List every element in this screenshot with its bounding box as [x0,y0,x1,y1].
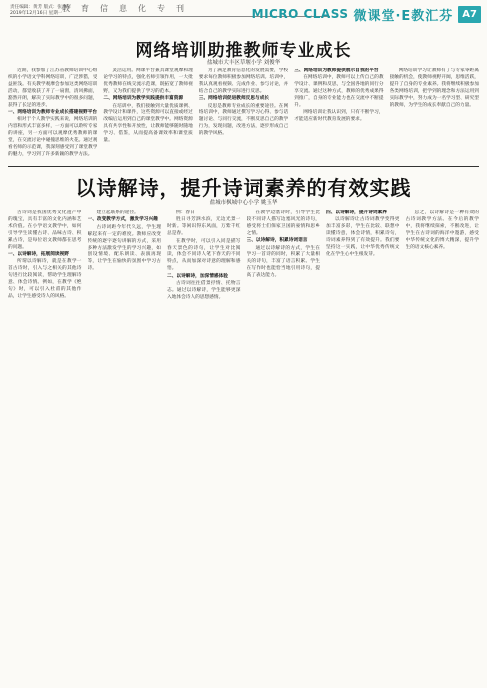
paragraph: 建立起联系的途径。 [96,210,139,215]
paragraph: 在教学边塞诗时，引导学生比较不同诗人描写边塞风光的诗句，感受将士们保家卫国的豪情和思乡之情。 [246,210,320,236]
paragraph: 网络培训学习让教师有了与专家零距离接触的机会，使教师视野开阔，思维活跃，提升了自身的专业素养。我将继续积极参加各类网络培训，把学到的理念和方法运用到实际教学中，努力成为一名学习型、研究型的教师，为学生的成长奉献自己的力量。 [389,68,479,108]
paragraph: 相对于个人教学实践来说，网络培训的内容和形式丰富多样，一方面可以聆听专家的讲座，另一方面可以观摩优秀教师的课堂，在交流讨论中碰撞思维的火花。通过观看名师的示范课，我深刻感受到了课堂教学的魅力，学习到了许多新颖的教学方法。 [8,117,98,157]
date-line: 2019年12月16日 星期一 [10,11,63,17]
paragraph: 在教学时，可以引入同是描写春天景色的诗句，让学生对比阅读，体会不同诗人笔下春天的不同特点，从而加深对诗意的理解和感悟。 [167,238,241,272]
masthead [0,0,487,30]
article1-byline: 盐城市大丰区草堰小学 刘俊华 [206,60,281,66]
article1-title: 网络培训助推教师专业成长 [135,41,352,61]
paragraph: 一、改变教学方式，激发学习兴趣 [87,217,158,223]
section-title: 教育信息化专刊 [62,4,195,13]
paragraph: 反思是教师专业成长的重要途径。在网络培训中，教师通过撰写学习心得、参与话题讨论、与同行交流，不断反思自己的教学行为，发现问题，改进方法，逐步形成自己的教学风格。 [198,103,289,137]
article1-column [103,68,192,162]
article1-column [390,68,479,162]
paragraph: 一、以诗解诗，拓展阅读视野 [8,251,69,257]
column-brand [252,2,481,26]
paragraph: 胜日寻芳泗水滨，无边光景一时新。等闲识得东风面，万紫千红总是春。 [167,217,241,237]
paragraph: 古诗词距今年代久远，学生理解起来有一定的难度。教师应改变传统的逐字逐句讲解的方式，采用多种方法激发学生的学习兴趣，如创设情境、配乐朗读、表演再现等，让学生在愉快的氛围中学习古诗。 [87,224,161,272]
paragraph: 灵活运用。网课平台兼具课堂观摩和理论学习的特点，强化名师引领作用，一大批优秀教师在线交流示范课，既拓宽了教师视野，又为我们提供了学习的范本。 [103,68,193,94]
article2-column [8,210,82,682]
paragraph: 在网络培训中，教师可以上传自己的教学设计、课例和反思，与全国各地的同行分享交流。通过这种方式，教师的优秀成果得到推广，自身的专业能力也在交流中不断提升。 [294,75,384,109]
paragraph: 为了满足教育信息化的发展需要，学校要求每位教师积极参加网络培训。培训中，我认真观看视频、完成作业、参与讨论，并结合自己的教学实际进行反思。 [198,68,289,94]
article2-column [406,210,480,682]
article2-column [247,210,321,682]
paragraph: 二、以诗解诗，加深情感体验 [167,273,228,279]
paragraph: 四、以诗解诗，提升诗词素养 [326,210,387,215]
paragraph: 网络培训让我认识到，只有不断学习，才能适应新时代教育发展的要求。 [294,110,384,123]
article1-column [199,68,288,162]
paragraph: 所谓以诗解诗，就是在教学一首古诗时，引入与之相关的其他诗句进行比较阅读，帮助学生理解诗意、体会诗情。例如，在教学《绝句》时，可以引入杜甫的其他作品，让学生感受诗人的风格。 [8,259,82,299]
article-divider [8,166,479,167]
paragraph: 在培训中，我们接触到大量优质课例、教学设计和课件，这些资源可以直接或经过改编后运用到自己的课堂教学中。网络资源具有共享性和开放性，让教师能够随时随地学习、借鉴，从而提高备课效率和课堂质量。 [103,103,193,144]
article2-title: 以诗解诗，提升诗词素养的有效实践 [75,176,412,200]
brand-cn: 微课堂·E教汇芬 [353,8,454,24]
paragraph: 以诗解诗让古诗词教学变得更加丰富多彩，学生在比较、联想中读懂诗意，体会诗情，积累诗句，诗词素养得到了有效提升。我们要坚持这一实践，让中华优秀传统文化在学生心中生根发芽。 [326,217,400,257]
article2-column [167,210,241,682]
paragraph: 总之，以诗解诗是一种有效的古诗词教学方法。在今后的教学中，我将继续探索，不断改进，让学生在古诗词的海洋中遨游，感受中华传统文化的博大精深，提升学生的语文核心素养。 [405,210,479,250]
paragraph: 例：春日 [176,210,195,215]
paragraph: 二、网络培训为教学实践提供丰富资源 [103,96,184,102]
article1-column [294,68,383,162]
article2-column [326,210,400,682]
paragraph: 三、网络培训为教师提供展示自我的平台 [294,68,379,73]
page-number-badge: A7 [458,6,481,23]
paragraph: 通过以诗解诗的方式，学生在学习一首诗的同时，积累了大量相关的诗句，丰富了语言积累。学生在写作时也能恰当地引用诗句，提高了表达能力。 [246,245,320,279]
paragraph: 三、以诗解诗，积累诗词语言 [246,238,308,244]
paragraph: 古诗词是我国优秀文化遗产中的瑰宝，具有丰富的文化内涵和艺术价值。在小学语文教学中，如何引导学生读懂古诗、品味古诗、积累古诗，是每位语文教师都在思考的问题。 [8,210,82,250]
paragraph: 古诗词往往借景抒情、托物言志。通过以诗解诗，学生能够更深入地体会诗人的思想感情。 [167,281,241,300]
article2-byline: 盐城市枫城中心小学 姚玉华 [209,200,278,206]
brand-en: MICRO CLASS [251,7,349,21]
paragraph: 三、网络培训促进教师反思与成长 [198,96,270,102]
paragraph: 一、网络培训为教师专业成长搭建视野平台 [8,109,98,115]
article2-column [88,210,162,682]
paragraph: 近期，我参加了江苏省教师培训中心组织的小学语文学科网络培训，广泛涉猎，受益匪浅。有关教学观摩会参加这类网络培训活动，都觉收获了开了一扇窗，清风拂面，豁然开朗，解决了实际教学中的很多问题，获得了长足的进步。 [8,68,98,108]
article1-column [8,68,97,162]
editor-line: 责任编辑：黄芳 版式：张治年 [10,5,72,10]
